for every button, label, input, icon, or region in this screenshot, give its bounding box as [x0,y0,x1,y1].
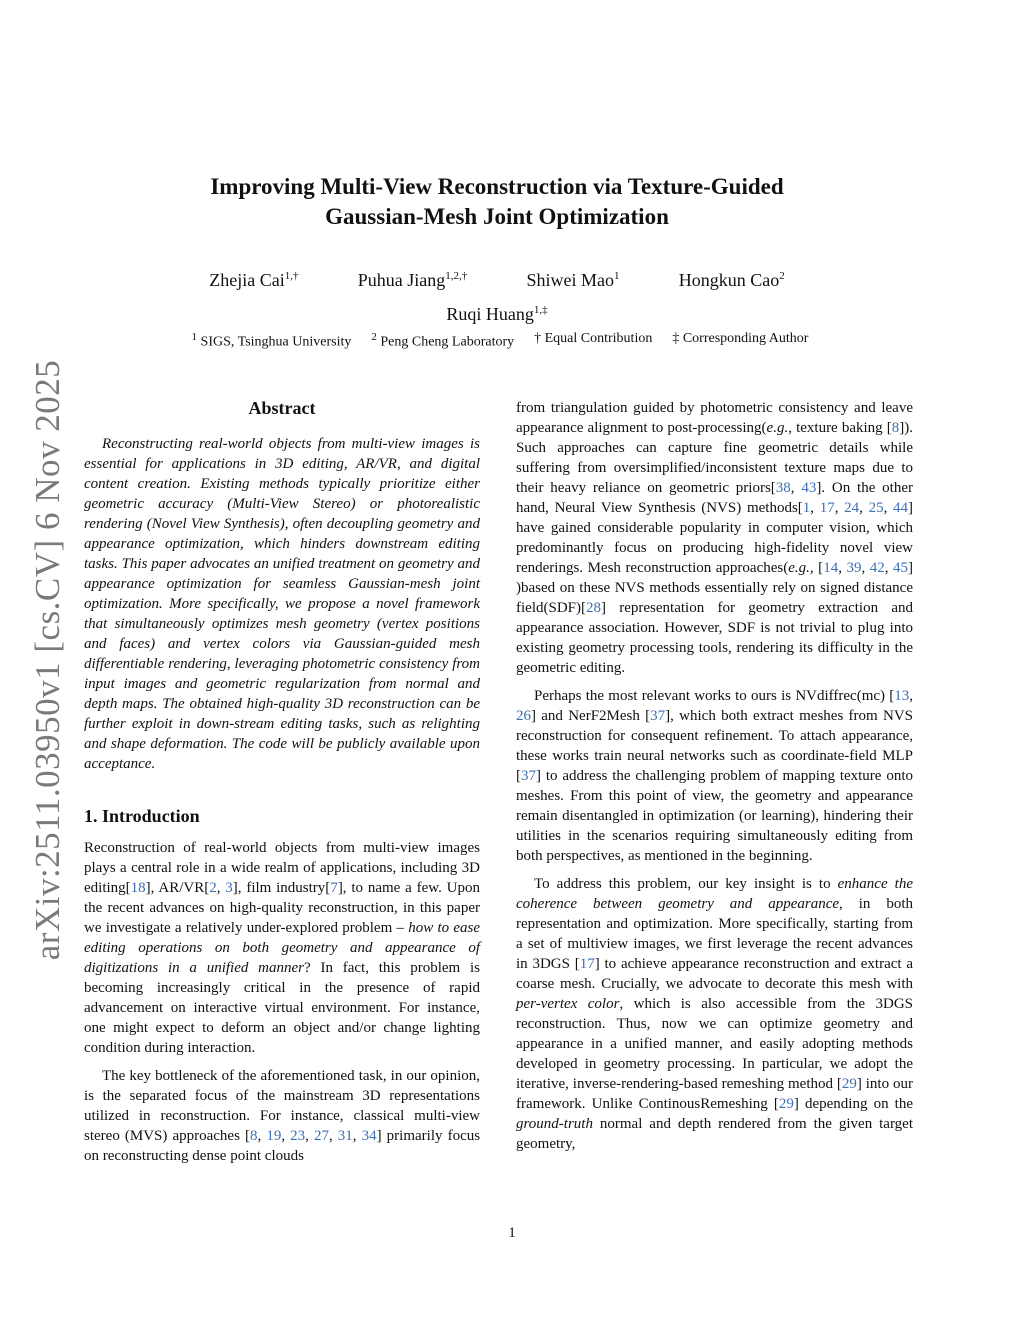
citation-link[interactable]: 14 [823,560,839,576]
citation-link[interactable]: 43 [801,480,817,496]
citation-link[interactable]: 2 [209,880,217,896]
right-paragraph-2: Perhaps the most relevant works to ours is NVdiffrec(mc) [13, 26] and NerF2Mesh [37], which both extract meshes from NVS reconstruction for consequent refinement. To attach appearance, these works train neural networks such as coordinate-field MLP [37] to address the challenging problem of mapping texture onto meshes. From this point of view, the geometry and appearance remain disentangled in optimization (or learning), hindering their utilities in the scenarios requiring simultaneously editing from both perspectives, as mentioned in the beginning. [516,688,913,864]
title-line-1: Improving Multi-View Reconstruction via Texture-Guided [210,174,784,199]
citation-link[interactable]: 24 [844,500,860,516]
right-paragraph-1: from triangulation guided by photometric consistency and leave appearance alignment to post-processing(e.g., texture baking [8]). Such approaches can capture fine geometric details while suffering from oversimplified/inconsistent texture maps due to their heavy reliance on geometric priors[38, 43]. On the other hand, Neural View Synthesis (NVS) methods[1, 17, 24, 25, 44] have gained considerable popularity in computer vision, which predominantly focus on producing high-fidelity novel view renderings. Mesh reconstruction approaches(e.g., [14, 39, 42, 45] )based on these NVS methods essentially rely on signed distance field(SDF)[28] representation for geometry extraction and appearance association. However, SDF is not trivial to plug into existing geometry processing tools, rendering its difficulty in the geometric editing. [516,400,914,676]
citation-link[interactable]: 3 [225,880,233,896]
affiliation: $^2$ Peng Cheng Laboratory [371,331,515,350]
citation-link[interactable]: 29 [841,1076,857,1092]
page-number: 1 [508,1225,516,1241]
citation-link[interactable]: 39 [846,560,862,576]
citation-link[interactable]: 34 [361,1128,377,1144]
emphasis-text: e.g., [788,560,814,576]
citation-link[interactable]: 37 [650,708,666,724]
authors-row [150,270,844,291]
citation-link[interactable]: 17 [579,956,595,972]
intro-paragraph-2: The key bottleneck of the aforementioned task, in our opinion, is the separated focus of the mainstream 3D representations utilized in reconstruction. For instance, classical multi-view stereo (MVS) approaches [8, 19, 23, 27, 31, 34] primarily focus on reconstructing dense point clouds [84,1068,481,1164]
citation-link[interactable]: 25 [868,500,884,516]
citation-link[interactable]: 42 [869,560,885,576]
right-paragraph-3: To address this problem, our key insight is to enhance the coherence between geometry and appearance, in both representation and optimization. More specifically, starting from a set of multiview images, we first leverage the recent advances in 3DGS [17] to achieve appearance reconstruction and extract a coarse mesh. Crucially, we advocate to decorate this mesh with per-vertex color, which is also accessible from the 3DGS reconstruction. Thus, now we can optimize geometry and appearance in a unified manner, and easily adopting methods developed in geometry processing. In particular, we adopt the iterative, inverse-rendering-based remeshing method [29] into our framework. Unlike ContinousRemeshing [29] depending on the ground-truth normal and depth rendered from the given target geometry, [516,876,914,1152]
citation-link[interactable]: 45 [893,560,909,576]
affiliation: † Equal Contribution [534,331,653,346]
right-column [516,398,913,1162]
citation-link[interactable]: 7 [330,880,338,896]
citation-link[interactable]: 13 [894,688,910,704]
abstract-heading: Abstract [248,398,316,418]
emphasis-text: enhance the coherence between geometry and appearance [516,876,913,912]
authors-row-2 [150,304,844,325]
paper-title [150,172,844,232]
citation-link[interactable]: 17 [819,500,835,516]
citation-link[interactable]: 1 [802,500,811,516]
citation-link[interactable]: 26 [516,708,531,724]
citation-link[interactable]: 31 [337,1128,353,1144]
emphasis-text: e.g., [766,420,792,436]
citation-link[interactable]: 18 [130,880,146,896]
author: Puhua Jiang$^{1,2,\dagger}$ [357,270,468,290]
citation-link[interactable]: 28 [586,600,601,616]
citation-link[interactable]: 37 [521,768,536,784]
citation-link[interactable]: 29 [778,1096,794,1112]
author: Zhejia Cai$^{1,\dagger}$ [209,270,299,290]
citation-link[interactable]: 38 [775,480,791,496]
author: Hongkun Cao$^2$ [678,270,785,290]
author: Shiwei Mao$^1$ [526,270,620,290]
left-column [84,396,480,1174]
author: Ruqi Huang$^{1,\ddagger}$ [446,304,548,324]
intro-paragraph-1: Reconstruction of real-world objects from multi-view images plays a central role in a wide realm of applications, including 3D editing[18], AR/VR[2, 3], film industry[7], to name a few. Upon the recent advances on high-quality reconstruction, in this paper we investigate a relatively under-explored problem – how to ease editing operations on both geometry and appearance of digitizations in a unified manner? In fact, this problem is becoming increasingly critical in the presence of rapid advancement on interactive virtual environment. For instance, one might expect to deform an object and/or change lighting condition during interaction. [84,840,480,1056]
title-line-2: Gaussian-Mesh Joint Optimization [325,204,669,229]
emphasis-text: ground-truth [516,1116,593,1132]
affiliations [120,331,880,351]
citation-link[interactable]: 44 [893,500,909,516]
section-heading-introduction: 1. Introduction [84,806,200,826]
citation-link[interactable]: 8 [249,1128,258,1144]
affiliation: $^1$ SIGS, Tsinghua University [191,331,352,350]
citation-link[interactable]: 8 [891,420,900,436]
citation-link[interactable]: 23 [290,1128,306,1144]
emphasis-text: how to ease editing operations on both geometry and appearance of digitizations in a unified manner [84,920,480,976]
affiliation: ‡ Corresponding Author [672,331,809,346]
abstract-text: Reconstructing real-world objects from multi-view images is essential for applications in 3D editing, AR/VR, and digital content creation. Existing methods typically prioritize either geometric accuracy (Multi-View Stereo) or photorealistic rendering (Novel View Synthesis), often decoupling geometry and appearance optimization, which hinders downstream editing tasks. This paper advocates an unified treatment on geometry and appearance optimization for seamless Gaussian-mesh joint optimization. More specifically, we propose a novel framework that simultaneously optimizes mesh geometry (vertex positions and faces) and vertex colors via Gaussian-guided mesh differentiable rendering, leveraging photometric consistency from input images and geometric regularization from normal and depth maps. The obtained high-quality 3D reconstruction can be further exploit in down-stream editing tasks, such as relighting and shape deformation. The code will be publicly available upon acceptance. [84,436,480,772]
emphasis-text: per-vertex color [516,996,620,1012]
citation-link[interactable]: 19 [266,1128,282,1144]
arxiv-watermark: arXiv:2511.03950v1 [cs.CV] 6 Nov 2025 [28,359,67,961]
citation-link[interactable]: 27 [313,1128,329,1144]
